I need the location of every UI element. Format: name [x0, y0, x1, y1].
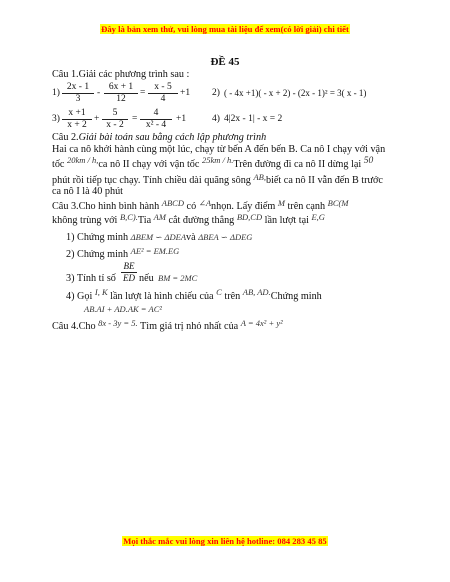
q1-heading: Câu 1.Giải các phương trình sau : — [52, 69, 190, 80]
q3-line: Câu 3.Cho hình bình hành $^{ABCD}$ có $^{\angle A}$nhọn. Lấy điểm $^M$ trên cạnh $^{BC(M}$ — [52, 198, 349, 212]
q3-item-2: 2) Chứng minh $^{AE^2 = EM.EG}$ — [66, 246, 180, 260]
q2-heading: Câu 2.Giải bài toán sau bằng cách lập phương trình — [52, 132, 267, 143]
fraction: $\frac{x +1}{x + 2}$ — [62, 108, 92, 131]
fraction: $\frac{6x + 1}{12}$ — [104, 82, 138, 105]
fraction: $\frac{BE}{ED}$ — [123, 261, 135, 283]
fraction: $\frac{x - 5}{4}$ — [148, 82, 178, 105]
q3-line: không trùng với $^{B,C).}$Tia $^{AM}$ cắt đường thẳng $^{BD,CD}$ lần lượt tại $^{E,G}$ — [52, 212, 325, 226]
hotline-banner: Mọi thắc mắc vui lòng xin liên hệ hotline: 084 283 45 85 — [123, 536, 327, 546]
q2-line: tốc $^{20km / h,}$ca nô II chạy với vận tốc $^{25km / h.}$Trên đường đi ca nô II dừng lại 50 — [52, 155, 374, 170]
fraction: $\frac{2x - 1}{3}$ — [62, 82, 94, 105]
q3-item-1: 1) Chứng minh ΔBEM ∽ ΔDEAvà ΔBEA ∽ ΔDEG — [66, 232, 253, 243]
q2-line: Hai ca nô khởi hành cùng một lúc, chạy từ bến A đến bến B. Ca nô I chạy với vận — [52, 144, 386, 155]
fraction: $\frac{5}{x - 2}$ — [102, 108, 128, 131]
q2-line: phút rồi tiếp tục chạy. Tính chiều dài quãng sông $^{AB,}$biết ca nô II vẫn đến B trước — [52, 172, 383, 186]
preview-notice-banner: Đây là bản xem thử, vui lòng mua tài liệu để xem(có lời giải) chi tiết — [101, 24, 349, 34]
q4-line: Câu 4.Cho $^{8x - 3y = 5.}$ Tìm giá trị nhỏ nhất của $^{A = 4x^2 + y^2}$ — [52, 318, 283, 332]
q2-line: ca nô I là 40 phút — [52, 186, 124, 197]
q3-item-4: 4) Gọi $^{I, K}$ lần lượt là hình chiếu của $^C$ trên $^{AB, AD.}$Chứng minh — [66, 287, 322, 302]
fraction: $\frac{4}{\text{x² - 4}}$ — [140, 108, 172, 131]
q3-item-4-formula: AB.AI + AD.AK = AC² — [84, 304, 162, 314]
exam-title: ĐỀ 45 — [210, 56, 240, 68]
